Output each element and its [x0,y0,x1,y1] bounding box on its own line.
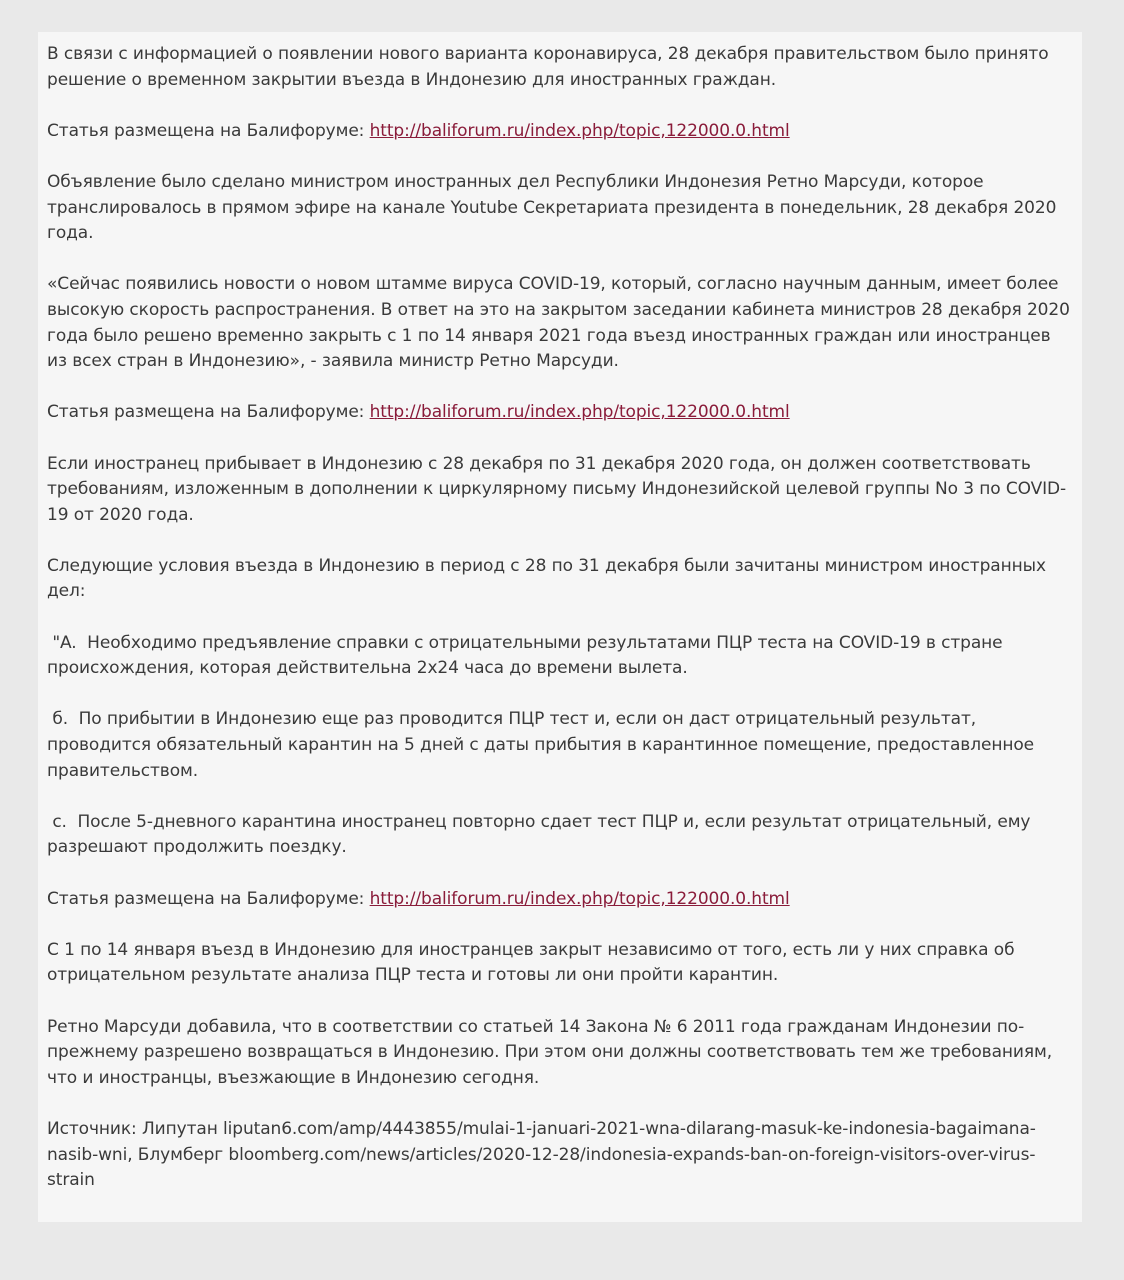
paragraph-conditions-intro: Следующие условия въезда в Индонезию в период с 28 по 31 декабря были зачитаны министром иностранных дел: [47,555,1046,602]
paragraph-requirements: Если иностранец прибывает в Индонезию с 28 декабря по 31 декабря 2020 года, он должен соответствовать требованиям, изложенным в дополнении к циркулярному письму Индонезийской целевой группы No 3 по COVID-19 от 2020 года. [47,453,1067,525]
article-ref-3 [47,887,1072,913]
paragraph-quote: «Сейчас появились новости о новом штамме вируса COVID-19, который, согласно научным данным, имеет более высокую скорость распространения. В ответ на это на закрытом заседании кабинета министров 28 декабря 2020 года было решено временно закрыть с 1 по 14 января 2021 года въезд иностранных граждан или иностранцев из всех стран в Индонезию», - заявила министр Ретно Марсуди. [47,274,1070,372]
article-ref-2 [47,400,1072,426]
condition-b: б. По прибытии в Индонезию еще раз проводится ПЦР тест и, если он даст отрицательный результат, проводится обязательный карантин на 5 дней с даты прибытия в карантинное помещение, предоставленное правительством. [47,709,1040,781]
paragraph-announcement: Объявление было сделано министром иностранных дел Республики Индонезия Ретно Марсуди, которое транслировалось в прямом эфире на канале Youtube Секретариата президента в понедельник, 28 декабря 2020 года. [47,171,1057,244]
paragraph-citizens: Ретно Марсуди добавила, что в соответствии со статьей 14 Закона № 6 2011 года гражданам Индонезии по-прежнему разрешено возвращаться в Индонезию. При этом они должны соответствовать тем же требованиям, что и иностранцы, въезжающие в Индонезию сегодня. [47,1016,1053,1088]
baliforum-link[interactable]: http://baliforum.ru/index.php/topic,122000.0.html [369,402,790,423]
paragraph-intro: В связи с информацией о появлении нового варианта коронавируса, 28 декабря правительством было принято решение о временном закрытии въезда в Индонезию для иностранных граждан. [47,44,1049,90]
condition-a: "A. Необходимо предъявление справки с отрицательными результатами ПЦР теста на COVID-19 в стране происхождения, которая действительна 2x24 часа до времени вылета. [47,632,1008,679]
paragraph-ban: С 1 по 14 января въезд в Индонезию для иностранцев закрыт независимо от того, есть ли у них справка об отрицательном результате анализа ПЦР теста и готовы ли они пройти карантин. [47,939,1015,986]
baliforum-link[interactable]: http://baliforum.ru/index.php/topic,122000.0.html [369,120,790,141]
baliforum-link[interactable]: http://baliforum.ru/index.php/topic,122000.0.html [369,888,790,909]
forum-post-body [38,32,1082,1222]
article-ref-1 [47,119,1072,145]
article-ref-prefix: Статья размещена на Балифоруме: [47,402,370,423]
condition-c: c. После 5-дневного карантина иностранец повторно сдает тест ПЦР и, если результат отрицательный, ему разрешают продолжить поездку. [47,811,1036,858]
article-ref-prefix: Статья размещена на Балифоруме: [47,888,370,909]
paragraph-source: Источник: Липутан liputan6.com/amp/4443855/mulai-1-januari-2021-wna-dilarang-masuk-ke-indonesia-bagaimana-nasib-wni, Блумберг bloomberg.com/news/articles/2020-12-28/indonesia-expands-ban-on-foreign-visitors-over-virus-strain [47,1118,1036,1191]
article-ref-prefix: Статья размещена на Балифоруме: [47,120,370,141]
